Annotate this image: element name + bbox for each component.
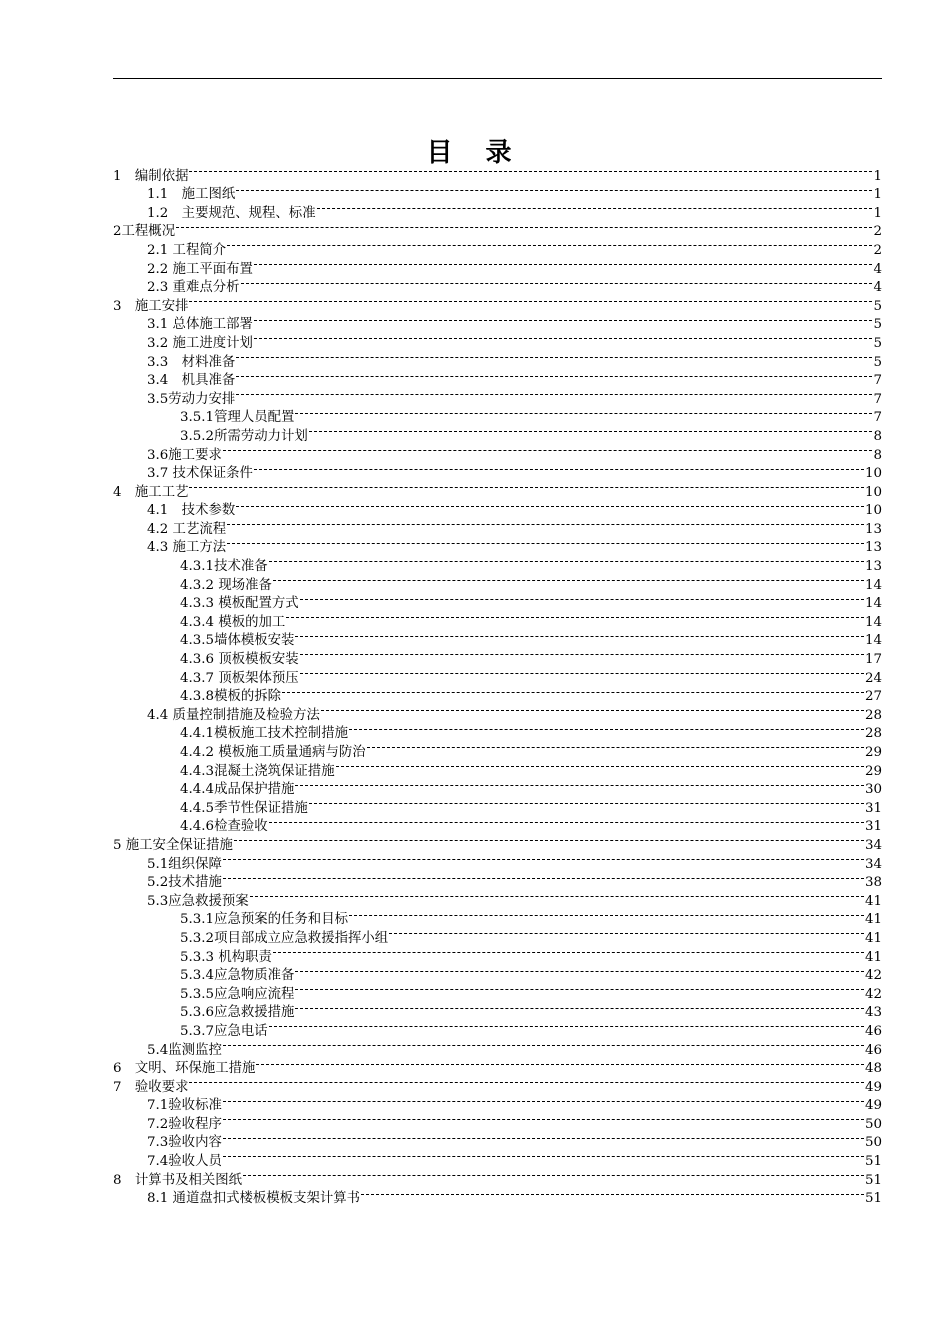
toc-entry-label: 4.3.4 模板的加工 [180,614,286,630]
toc-entry-page: 14 [864,633,882,649]
toc-entry-page: 34 [864,837,882,853]
toc-entry-label: 4.4.5季节性保证措施 [180,800,308,816]
toc-leader [273,942,864,961]
toc-leader [295,998,864,1017]
toc-entry-page: 4 [873,261,882,277]
toc-entry-label: 4.4.1模板施工技术控制措施 [180,726,348,742]
toc-entry-label: 5.3.1应急预案的任务和目标 [180,912,348,928]
toc-entry-page: 1 [873,187,882,203]
toc-entry-page: 29 [864,745,882,760]
toc-entry-page: 48 [864,1061,882,1077]
toc-entry-label: 4.3 施工方法 [147,540,227,556]
toc-entry-label: 4.3.8模板的拆除 [180,689,282,705]
toc-entry-page: 42 [864,986,882,1002]
toc-entry-page: 14 [864,577,882,593]
toc-leader [286,607,864,626]
toc-entry-label: 3.7 技术保证条件 [147,466,253,482]
toc-entry[interactable] [113,551,882,575]
toc-entry-page: 7 [873,373,882,389]
page-title: 目 录 [426,138,524,168]
toc-entry-page: 1 [873,168,882,184]
toc-entry-label: 5.2技术措施 [147,875,222,891]
toc-leader [227,235,872,254]
toc-leader [295,626,864,645]
toc-entry-label: 5.4监测监控 [147,1042,222,1058]
toc-entry[interactable] [113,1146,882,1170]
toc-entry-label: 7.1验收标准 [147,1098,222,1114]
toc-entry[interactable] [113,291,882,314]
toc-leader [269,1016,864,1035]
toc-leader [254,459,864,478]
toc-entry-label: 5.1组织保障 [147,856,222,872]
toc-leader [349,905,864,924]
toc-leader [349,719,864,738]
toc-entry[interactable] [113,235,882,258]
toc-entry-page: 42 [864,968,882,984]
toc-entry-page: 7 [873,391,882,407]
toc-entry-page: 51 [864,1172,882,1188]
toc-entry[interactable] [113,496,882,519]
toc-entry-label: 5.3.7应急电话 [180,1023,268,1039]
toc-leader [389,923,864,942]
toc-leader [309,793,864,812]
toc-entry-label: 4.2 工艺流程 [147,521,227,537]
toc-leader [254,310,873,329]
toc-entry[interactable] [113,1054,882,1077]
toc-entry-page: 8 [873,428,882,444]
toc-entry[interactable] [113,514,882,537]
toc-entry-label: 7.3验收内容 [147,1135,222,1151]
toc-entry-page: 5 [873,354,882,370]
toc-entry-page: 38 [864,875,882,891]
toc-leader [256,1054,864,1073]
toc-leader [223,849,864,868]
toc-entry-label: 1 编制依据 [113,168,189,184]
toc-leader [273,570,864,589]
toc-entry-page: 30 [864,782,882,798]
toc-leader [254,254,873,273]
toc-entry-label: 3.5.2所需劳动力计划 [180,428,308,444]
toc-entry-page: 51 [864,1154,882,1170]
toc-leader [236,496,864,515]
toc-leader [336,756,864,775]
toc-leader [250,886,864,905]
toc-entry-label: 4.4.6检查验收 [180,819,268,835]
toc-entry-page: 17 [864,652,882,668]
toc-entry-label: 4.3.1技术准备 [180,559,268,575]
table-of-contents [113,161,882,1207]
toc-leader [300,589,864,608]
toc-entry-label: 4 施工工艺 [113,484,189,500]
toc-entry-label: 4.3.3 模板配置方式 [180,596,299,612]
toc-entry-page: 13 [864,521,882,537]
toc-entry-label: 7.4验收人员 [147,1154,222,1170]
toc-leader [295,403,872,422]
toc-entry[interactable] [113,254,882,277]
toc-entry-page: 5 [873,317,882,333]
toc-entry-label: 2工程概况 [113,224,176,240]
toc-leader [223,1128,864,1147]
toc-entry-page: 51 [864,1191,882,1207]
toc-entry-label: 5.3.6应急救援措施 [180,1005,295,1021]
toc-leader [234,830,864,849]
toc-entry[interactable] [113,477,882,500]
toc-leader [317,198,873,217]
toc-entry[interactable] [113,161,882,184]
toc-entry-page: 10 [864,466,882,482]
toc-leader [243,1165,864,1184]
toc-entry-page: 10 [864,484,882,500]
toc-entry-page: 41 [864,930,882,946]
toc-entry[interactable] [113,459,882,482]
toc-entry-page: 46 [864,1023,882,1039]
toc-leader [241,273,873,292]
toc-entry-page: 27 [864,689,882,705]
toc-entry-page: 50 [864,1116,882,1132]
toc-entry-page: 41 [864,949,882,965]
toc-entry-page: 46 [864,1042,882,1058]
toc-entry-page: 2 [873,224,882,240]
toc-entry-label: 3.6施工要求 [147,447,222,463]
toc-entry-label: 3.1 总体施工部署 [147,317,253,333]
toc-entry-page: 49 [864,1079,882,1095]
toc-leader [295,979,864,998]
toc-leader [236,180,872,199]
toc-entry-page: 24 [864,670,882,686]
toc-entry-label: 7 验收要求 [113,1079,189,1095]
toc-entry-page: 7 [873,410,882,426]
toc-entry[interactable] [113,1109,882,1132]
toc-entry-page: 14 [864,596,882,612]
toc-entry[interactable] [113,868,882,891]
toc-leader [269,812,864,831]
toc-entry-page: 10 [864,503,882,519]
toc-entry-label: 3.5劳动力安排 [147,391,236,407]
toc-entry-label: 4.3.6 顶板模板安装 [180,652,299,668]
toc-entry-label: 5.3.3 机构职责 [180,949,272,965]
toc-leader [223,1109,864,1128]
toc-entry-label: 3.5.1管理人员配置 [180,410,295,426]
toc-entry-page: 2 [873,242,882,258]
toc-entry-page: 8 [873,447,882,463]
toc-entry-label: 4.4.2 模板施工质量通病与防治 [180,745,366,760]
toc-entry-label: 4.3.2 现场准备 [180,577,272,593]
toc-entry-page: 43 [864,1005,882,1021]
toc-leader [189,1072,863,1091]
toc-entry-page: 50 [864,1135,882,1151]
toc-entry-label: 3.4 机具准备 [147,373,236,389]
toc-entry-label: 2.2 施工平面布置 [147,261,253,277]
toc-entry[interactable] [113,1091,882,1114]
toc-entry-page: 1 [873,205,882,221]
toc-entry-label: 4.4.3混凝土浇筑保证措施 [180,763,335,779]
toc-leader [295,775,864,794]
toc-entry-label: 5.3.4应急物质准备 [180,968,295,984]
toc-entry-page: 34 [864,856,882,872]
toc-entry-label: 2.3 重难点分析 [147,280,240,296]
toc-leader [367,737,864,756]
toc-entry-page: 41 [864,893,882,909]
toc-entry-page: 28 [864,726,882,742]
toc-leader [300,663,864,682]
toc-entry[interactable] [113,849,882,872]
toc-entry-page: 29 [864,763,882,779]
toc-leader [227,533,864,552]
toc-leader [223,440,873,459]
toc-entry-label: 3.2 施工进度计划 [147,335,253,351]
toc-entry-page: 13 [864,540,882,556]
toc-leader [223,868,864,887]
toc-entry-label: 4.4.4成品保护措施 [180,782,295,798]
toc-leader [189,477,863,496]
toc-entry-label: 1.1 施工图纸 [147,187,236,203]
toc-entry[interactable] [113,180,882,203]
toc-entry-page: 31 [864,819,882,835]
toc-leader [189,291,872,310]
toc-entry[interactable] [113,440,882,463]
toc-entry-page: 4 [873,280,882,296]
toc-leader [236,347,872,366]
toc-entry-page: 28 [864,707,882,723]
toc-leader [269,551,864,570]
toc-entry-label: 6 文明、环保施工措施 [113,1061,256,1077]
toc-leader [227,514,864,533]
toc-leader [321,700,864,719]
toc-entry-label: 8.1 通道盘扣式楼板模板支架计算书 [147,1191,361,1207]
toc-leader [223,1091,864,1110]
toc-entry-label: 1.2 主要规范、规程、标准 [147,205,316,221]
toc-entry-label: 7.2验收程序 [147,1116,222,1132]
toc-entry-label: 2.1 工程简介 [147,242,227,258]
toc-entry-label: 3.3 材料准备 [147,354,236,370]
toc-entry-label: 3 施工安排 [113,298,189,314]
toc-leader [176,217,872,236]
toc-entry-label: 4.3.5墙体模板安装 [180,633,295,649]
toc-entry-label: 8 计算书及相关图纸 [113,1172,243,1188]
toc-entry-page: 31 [864,800,882,816]
toc-leader [189,161,872,180]
toc-entry[interactable] [113,1165,882,1188]
toc-leader [236,366,872,385]
toc-leader [236,384,872,403]
toc-entry-label: 4.3.7 顶板架体预压 [180,670,299,686]
toc-entry[interactable] [113,217,882,240]
toc-entry-label: 5.3应急救援预案 [147,893,249,909]
toc-entry-page: 49 [864,1098,882,1114]
toc-entry-label: 4.4 质量控制措施及检验方法 [147,707,320,723]
toc-leader [254,328,873,347]
toc-leader [223,1035,864,1054]
toc-entry-page: 13 [864,559,882,575]
toc-entry-page: 41 [864,912,882,928]
toc-entry-label: 5.3.2项目部成立应急救援指挥小组 [180,930,389,946]
toc-entry[interactable] [113,1072,882,1095]
toc-entry-label: 5.3.5应急响应流程 [180,986,295,1002]
toc-entry-label: 4.1 技术参数 [147,503,236,519]
toc-leader [223,1146,864,1165]
toc-leader [282,682,864,701]
toc-entry[interactable] [113,886,882,909]
toc-entry[interactable] [113,533,882,556]
toc-leader [309,421,873,440]
toc-entry-page: 5 [873,298,882,314]
toc-entry[interactable] [113,310,882,333]
toc-leader [300,644,864,663]
header-rule [113,78,882,79]
toc-entry[interactable] [113,1035,882,1058]
toc-entry-label: 5 施工安全保证措施 [113,837,233,853]
toc-leader [295,961,864,980]
toc-entry[interactable] [113,1128,882,1151]
toc-entry-page: 5 [873,335,882,351]
toc-leader [361,1184,864,1203]
toc-entry-page: 14 [864,614,882,630]
